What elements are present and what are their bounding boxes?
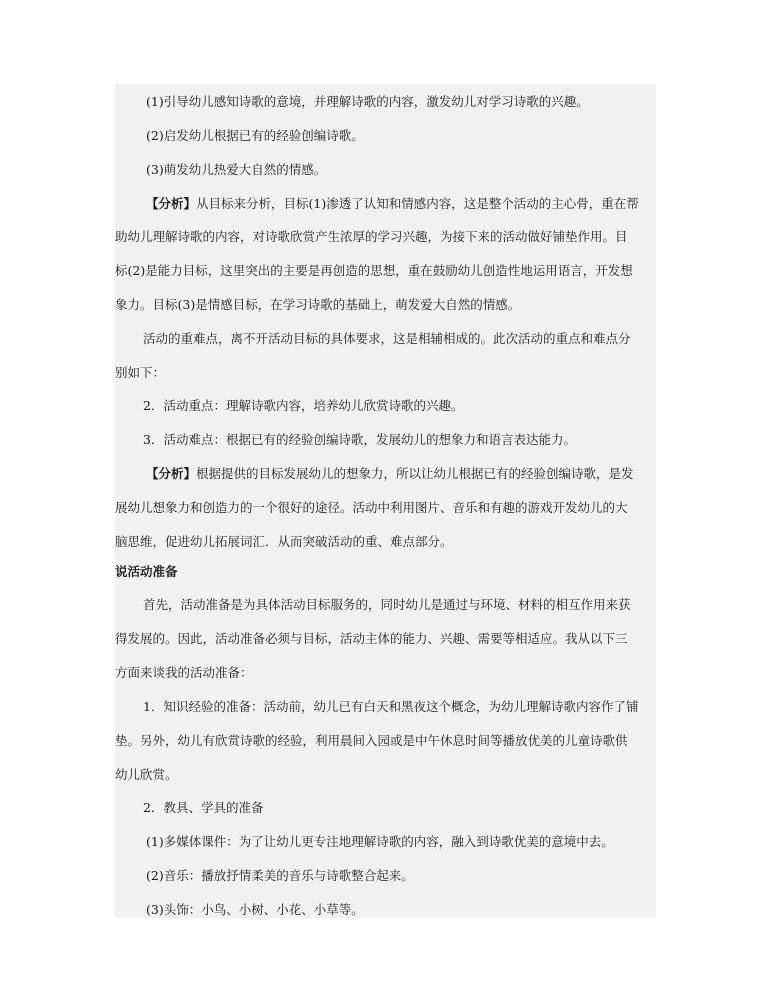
tools-item-1: (1)多媒体课件：为了让幼儿更专注地理解诗歌的内容，融入到诗歌优美的意境中去。 <box>146 834 614 849</box>
tools-item-3: (3)头饰：小鸟、小树、小花、小草等。 <box>146 902 364 917</box>
section-heading: 说活动准备 <box>115 564 178 579</box>
analysis-2-text: 根据提供的目标发展幼儿的想象力，所以让幼儿根据已有的经验创编诗歌，是发 <box>196 466 634 481</box>
preparation-para-line-3: 方面来谈我的活动准备： <box>115 665 253 680</box>
key-point: 2．活动重点：理解诗歌内容，培养幼儿欣赏诗歌的兴趣。 <box>143 398 464 413</box>
keypoints-intro-line-2: 别如下： <box>115 365 166 380</box>
analysis-1-line-2: 助幼儿理解诗歌的内容，对诗歌欣赏产生浓厚的学习兴趣，为接下来的活动做好铺垫作用。目 <box>115 229 628 244</box>
analysis-1-line-1 <box>146 196 639 212</box>
goal-1: (1)引导幼儿感知诗歌的意境，并理解诗歌的内容，激发幼儿对学习诗歌的兴趣。 <box>146 94 589 109</box>
preparation-para-line-2: 得发展的。因此，活动准备必须与目标，活动主体的能力、兴趣、需要等相适应。我从以下三 <box>115 631 628 646</box>
analysis-1-line-4: 象力。目标(3)是情感目标，在学习诗歌的基础上，萌发爱大自然的情感。 <box>115 297 521 312</box>
document-page <box>115 84 656 918</box>
tools-prep-heading: 2．教具、学具的准备 <box>143 800 264 815</box>
analysis-2-line-2: 展幼儿想象力和创造力的一个很好的途径。活动中利用图片、音乐和有趣的游戏开发幼儿的大 <box>115 500 628 515</box>
knowledge-prep-line-1: 1．知识经验的准备：活动前，幼儿已有白天和黑夜这个概念，为幼儿理解诗歌内容作了铺 <box>143 699 639 714</box>
analysis-tag: 【分析】 <box>146 196 197 211</box>
tools-item-2: (2)音乐：播放抒情柔美的音乐与诗歌整合起来。 <box>146 868 414 883</box>
knowledge-prep-line-3: 幼儿欣赏。 <box>115 767 178 782</box>
analysis-1-line-3: 标(2)是能力目标，这里突出的主要是再创造的思想，重在鼓励幼儿创造性地运用语言，开发想 <box>115 263 633 278</box>
keypoints-intro-line-1: 活动的重难点，离不开活动目标的具体要求，这是相辅相成的。此次活动的重点和难点分 <box>143 331 631 346</box>
knowledge-prep-line-2: 垫。另外，幼儿有欣赏诗歌的经验，利用晨间入园或是中午休息时间等播放优美的儿童诗歌供 <box>115 733 628 748</box>
difficult-point: 3．活动难点：根据已有的经验创编诗歌，发展幼儿的想象力和语言表达能力。 <box>143 432 576 447</box>
goal-2: (2)启发幼儿根据已有的经验创编诗歌。 <box>146 128 364 143</box>
analysis-2-line-3: 脑思维，促进幼儿拓展词汇．从而突破活动的重、难点部分。 <box>115 534 453 549</box>
analysis-1-text: 从目标来分析，目标(1)渗透了认知和情感内容，这是整个活动的主心骨，重在帮 <box>196 196 639 211</box>
preparation-para-line-1: 首先，活动准备是为具体活动目标服务的，同时幼儿是通过与环境、材料的相互作用来获 <box>143 597 631 612</box>
goal-3: (3)萌发幼儿热爱大自然的情感。 <box>146 162 327 177</box>
analysis-2-line-1 <box>146 466 634 482</box>
analysis-tag: 【分析】 <box>146 466 197 481</box>
